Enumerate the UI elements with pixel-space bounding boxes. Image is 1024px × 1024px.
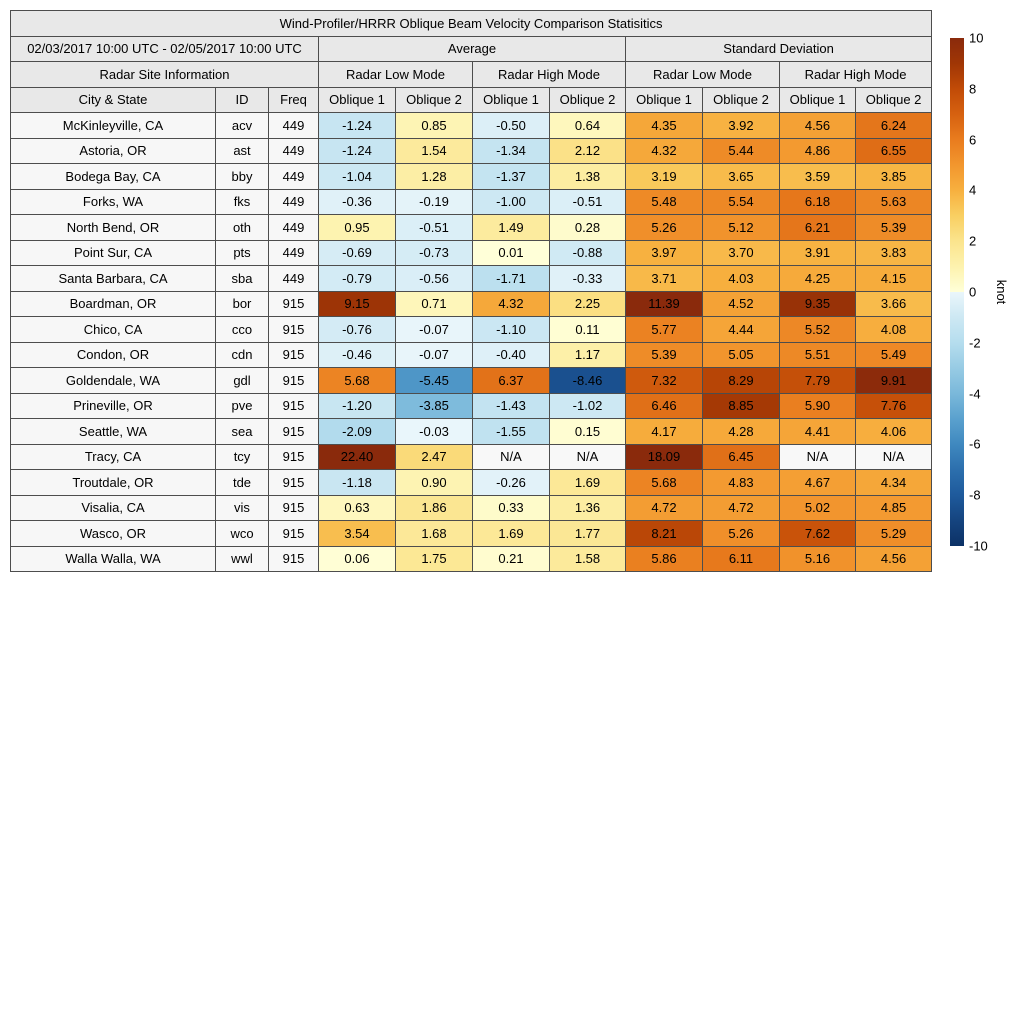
colorbar-unit-label: knot <box>994 279 1009 305</box>
value-cell: 0.06 <box>319 546 396 572</box>
value-cell: 4.17 <box>626 419 703 445</box>
value-cell: 6.37 <box>473 368 550 394</box>
stats-table <box>10 10 932 572</box>
value-cell: -0.36 <box>319 189 396 215</box>
colorbar-tick-label: -4 <box>969 386 981 402</box>
value-cell: N/A <box>550 444 626 470</box>
value-cell: -0.51 <box>550 189 626 215</box>
value-cell: 5.48 <box>626 189 703 215</box>
value-cell: 0.28 <box>550 215 626 241</box>
value-cell: 4.35 <box>626 113 703 139</box>
col-header-oblique2: Oblique 2 <box>856 87 932 113</box>
value-cell: 3.92 <box>703 113 780 139</box>
city-cell: Bodega Bay, CA <box>11 164 216 190</box>
value-cell: 4.86 <box>780 138 856 164</box>
value-cell: 1.69 <box>550 470 626 496</box>
city-cell: Tracy, CA <box>11 444 216 470</box>
value-cell: -1.18 <box>319 470 396 496</box>
date-range: 02/03/2017 10:00 UTC - 02/05/2017 10:00 UTC <box>11 36 319 62</box>
site-id-cell: bby <box>216 164 269 190</box>
group-header-row <box>11 36 932 62</box>
site-id-cell: tde <box>216 470 269 496</box>
std-low-mode-header: Radar Low Mode <box>626 62 780 88</box>
value-cell: 3.19 <box>626 164 703 190</box>
site-id-cell: oth <box>216 215 269 241</box>
avg-low-mode-header: Radar Low Mode <box>319 62 473 88</box>
value-cell: -0.56 <box>396 266 473 292</box>
freq-cell: 449 <box>269 215 319 241</box>
site-id-cell: cco <box>216 317 269 343</box>
value-cell: 6.21 <box>780 215 856 241</box>
value-cell: -0.79 <box>319 266 396 292</box>
value-cell: 0.01 <box>473 240 550 266</box>
value-cell: 5.44 <box>703 138 780 164</box>
value-cell: 6.45 <box>703 444 780 470</box>
value-cell: 4.06 <box>856 419 932 445</box>
value-cell: 0.11 <box>550 317 626 343</box>
value-cell: 2.25 <box>550 291 626 317</box>
value-cell: -1.43 <box>473 393 550 419</box>
value-cell: 5.68 <box>319 368 396 394</box>
value-cell: -1.10 <box>473 317 550 343</box>
value-cell: 3.71 <box>626 266 703 292</box>
value-cell: 1.77 <box>550 521 626 547</box>
value-cell: 18.09 <box>626 444 703 470</box>
colorbar-tick-label: -8 <box>969 487 981 503</box>
value-cell: 1.69 <box>473 521 550 547</box>
value-cell: 4.67 <box>780 470 856 496</box>
value-cell: 7.32 <box>626 368 703 394</box>
table-row <box>11 444 932 470</box>
value-cell: 4.72 <box>626 495 703 521</box>
table-row <box>11 342 932 368</box>
value-cell: 5.54 <box>703 189 780 215</box>
table-row <box>11 240 932 266</box>
value-cell: -0.88 <box>550 240 626 266</box>
value-cell: 4.85 <box>856 495 932 521</box>
table-row <box>11 521 932 547</box>
col-header-oblique2: Oblique 2 <box>703 87 780 113</box>
freq-cell: 915 <box>269 419 319 445</box>
value-cell: 5.52 <box>780 317 856 343</box>
table-row <box>11 164 932 190</box>
value-cell: 4.72 <box>703 495 780 521</box>
city-cell: Chico, CA <box>11 317 216 343</box>
site-id-cell: sea <box>216 419 269 445</box>
value-cell: 4.28 <box>703 419 780 445</box>
value-cell: 5.49 <box>856 342 932 368</box>
site-id-cell: pts <box>216 240 269 266</box>
city-cell: McKinleyville, CA <box>11 113 216 139</box>
value-cell: 5.51 <box>780 342 856 368</box>
table-row <box>11 419 932 445</box>
value-cell: 6.55 <box>856 138 932 164</box>
value-cell: 6.18 <box>780 189 856 215</box>
col-header-oblique1: Oblique 1 <box>473 87 550 113</box>
value-cell: 4.44 <box>703 317 780 343</box>
value-cell: -0.73 <box>396 240 473 266</box>
colorbar-tick-label: -6 <box>969 436 981 452</box>
site-id-cell: cdn <box>216 342 269 368</box>
freq-cell: 449 <box>269 266 319 292</box>
city-cell: Goldendale, WA <box>11 368 216 394</box>
col-header-oblique1: Oblique 1 <box>319 87 396 113</box>
site-id-cell: gdl <box>216 368 269 394</box>
value-cell: -1.55 <box>473 419 550 445</box>
value-cell: 5.26 <box>626 215 703 241</box>
site-id-cell: tcy <box>216 444 269 470</box>
colorbar-tick-label: -10 <box>969 538 988 554</box>
freq-cell: 915 <box>269 546 319 572</box>
value-cell: 1.54 <box>396 138 473 164</box>
freq-cell: 449 <box>269 240 319 266</box>
value-cell: 4.52 <box>703 291 780 317</box>
table-row <box>11 291 932 317</box>
col-header-id: ID <box>216 87 269 113</box>
table-row <box>11 138 932 164</box>
table-row <box>11 495 932 521</box>
site-id-cell: acv <box>216 113 269 139</box>
city-cell: Astoria, OR <box>11 138 216 164</box>
value-cell: 1.38 <box>550 164 626 190</box>
value-cell: 1.75 <box>396 546 473 572</box>
city-cell: Wasco, OR <box>11 521 216 547</box>
site-id-cell: sba <box>216 266 269 292</box>
site-id-cell: fks <box>216 189 269 215</box>
city-cell: Seattle, WA <box>11 419 216 445</box>
value-cell: -0.76 <box>319 317 396 343</box>
value-cell: -8.46 <box>550 368 626 394</box>
value-cell: 4.15 <box>856 266 932 292</box>
value-cell: -0.46 <box>319 342 396 368</box>
value-cell: N/A <box>473 444 550 470</box>
col-header-oblique1: Oblique 1 <box>626 87 703 113</box>
value-cell: 0.15 <box>550 419 626 445</box>
value-cell: 0.63 <box>319 495 396 521</box>
colorbar-tick-label: 6 <box>969 132 977 148</box>
table-row <box>11 368 932 394</box>
freq-cell: 449 <box>269 164 319 190</box>
value-cell: 7.79 <box>780 368 856 394</box>
value-cell: -2.09 <box>319 419 396 445</box>
column-header-row <box>11 87 932 113</box>
value-cell: 3.83 <box>856 240 932 266</box>
value-cell: 0.21 <box>473 546 550 572</box>
value-cell: -0.19 <box>396 189 473 215</box>
value-cell: 7.76 <box>856 393 932 419</box>
value-cell: 6.11 <box>703 546 780 572</box>
value-cell: 4.25 <box>780 266 856 292</box>
value-cell: -5.45 <box>396 368 473 394</box>
value-cell: 7.62 <box>780 521 856 547</box>
value-cell: 3.66 <box>856 291 932 317</box>
value-cell: 5.77 <box>626 317 703 343</box>
value-cell: -0.07 <box>396 317 473 343</box>
city-cell: Prineville, OR <box>11 393 216 419</box>
freq-cell: 915 <box>269 470 319 496</box>
value-cell: N/A <box>856 444 932 470</box>
value-cell: 8.21 <box>626 521 703 547</box>
city-cell: Santa Barbara, CA <box>11 266 216 292</box>
value-cell: 5.29 <box>856 521 932 547</box>
value-cell: 9.15 <box>319 291 396 317</box>
value-cell: N/A <box>780 444 856 470</box>
colorbar-gradient <box>950 38 964 546</box>
value-cell: -0.26 <box>473 470 550 496</box>
city-cell: Visalia, CA <box>11 495 216 521</box>
city-cell: Condon, OR <box>11 342 216 368</box>
city-cell: Boardman, OR <box>11 291 216 317</box>
value-cell: -1.02 <box>550 393 626 419</box>
value-cell: 5.86 <box>626 546 703 572</box>
value-cell: 5.39 <box>626 342 703 368</box>
value-cell: 9.35 <box>780 291 856 317</box>
freq-cell: 915 <box>269 495 319 521</box>
value-cell: 1.68 <box>396 521 473 547</box>
colorbar-tick-label: 8 <box>969 81 977 97</box>
value-cell: 8.85 <box>703 393 780 419</box>
city-cell: Forks, WA <box>11 189 216 215</box>
value-cell: 0.95 <box>319 215 396 241</box>
value-cell: 11.39 <box>626 291 703 317</box>
value-cell: 4.03 <box>703 266 780 292</box>
value-cell: 3.85 <box>856 164 932 190</box>
city-cell: Troutdale, OR <box>11 470 216 496</box>
freq-cell: 915 <box>269 342 319 368</box>
value-cell: 3.91 <box>780 240 856 266</box>
value-cell: 8.29 <box>703 368 780 394</box>
value-cell: 4.32 <box>473 291 550 317</box>
value-cell: 1.86 <box>396 495 473 521</box>
site-id-cell: wwl <box>216 546 269 572</box>
freq-cell: 915 <box>269 393 319 419</box>
value-cell: 5.63 <box>856 189 932 215</box>
value-cell: 3.59 <box>780 164 856 190</box>
value-cell: 1.49 <box>473 215 550 241</box>
col-header-freq: Freq <box>269 87 319 113</box>
colorbar-tick-label: 0 <box>969 284 977 300</box>
value-cell: 5.90 <box>780 393 856 419</box>
col-header-oblique1: Oblique 1 <box>780 87 856 113</box>
freq-cell: 915 <box>269 317 319 343</box>
value-cell: 4.32 <box>626 138 703 164</box>
avg-high-mode-header: Radar High Mode <box>473 62 626 88</box>
value-cell: -1.37 <box>473 164 550 190</box>
freq-cell: 915 <box>269 521 319 547</box>
value-cell: 3.65 <box>703 164 780 190</box>
col-header-oblique2: Oblique 2 <box>396 87 473 113</box>
value-cell: -0.51 <box>396 215 473 241</box>
site-id-cell: wco <box>216 521 269 547</box>
value-cell: 4.56 <box>780 113 856 139</box>
value-cell: 6.24 <box>856 113 932 139</box>
freq-cell: 915 <box>269 368 319 394</box>
value-cell: 2.12 <box>550 138 626 164</box>
value-cell: -1.04 <box>319 164 396 190</box>
value-cell: 0.33 <box>473 495 550 521</box>
freq-cell: 449 <box>269 189 319 215</box>
value-cell: -0.50 <box>473 113 550 139</box>
value-cell: 4.83 <box>703 470 780 496</box>
value-cell: 1.17 <box>550 342 626 368</box>
value-cell: 5.39 <box>856 215 932 241</box>
table-row <box>11 113 932 139</box>
colorbar-tick-label: -2 <box>969 335 981 351</box>
site-id-cell: pve <box>216 393 269 419</box>
value-cell: 6.46 <box>626 393 703 419</box>
site-id-cell: vis <box>216 495 269 521</box>
table-row <box>11 266 932 292</box>
value-cell: -1.71 <box>473 266 550 292</box>
value-cell: 3.70 <box>703 240 780 266</box>
site-info-header: Radar Site Information <box>11 62 319 88</box>
value-cell: 1.28 <box>396 164 473 190</box>
value-cell: 0.71 <box>396 291 473 317</box>
value-cell: 22.40 <box>319 444 396 470</box>
value-cell: 0.90 <box>396 470 473 496</box>
stddev-group-header: Standard Deviation <box>626 36 932 62</box>
city-cell: Point Sur, CA <box>11 240 216 266</box>
value-cell: 5.68 <box>626 470 703 496</box>
value-cell: 5.26 <box>703 521 780 547</box>
value-cell: 1.36 <box>550 495 626 521</box>
city-cell: North Bend, OR <box>11 215 216 241</box>
value-cell: 5.12 <box>703 215 780 241</box>
value-cell: 1.58 <box>550 546 626 572</box>
colorbar-tick-label: 2 <box>969 233 977 249</box>
value-cell: -1.20 <box>319 393 396 419</box>
value-cell: 5.05 <box>703 342 780 368</box>
table-row <box>11 393 932 419</box>
freq-cell: 915 <box>269 444 319 470</box>
value-cell: 5.02 <box>780 495 856 521</box>
freq-cell: 915 <box>269 291 319 317</box>
value-cell: 3.97 <box>626 240 703 266</box>
table-row <box>11 189 932 215</box>
value-cell: 0.85 <box>396 113 473 139</box>
table-row <box>11 317 932 343</box>
table-row <box>11 470 932 496</box>
value-cell: 0.64 <box>550 113 626 139</box>
table-row <box>11 215 932 241</box>
value-cell: 4.41 <box>780 419 856 445</box>
value-cell: -1.24 <box>319 113 396 139</box>
title-row <box>11 11 932 37</box>
value-cell: 9.91 <box>856 368 932 394</box>
average-group-header: Average <box>319 36 626 62</box>
value-cell: -0.69 <box>319 240 396 266</box>
value-cell: -1.34 <box>473 138 550 164</box>
site-id-cell: ast <box>216 138 269 164</box>
value-cell: 3.54 <box>319 521 396 547</box>
col-header-oblique2: Oblique 2 <box>550 87 626 113</box>
freq-cell: 449 <box>269 113 319 139</box>
value-cell: 4.56 <box>856 546 932 572</box>
city-cell: Walla Walla, WA <box>11 546 216 572</box>
value-cell: -0.07 <box>396 342 473 368</box>
value-cell: -0.03 <box>396 419 473 445</box>
table-body <box>11 113 932 572</box>
value-cell: -0.33 <box>550 266 626 292</box>
std-high-mode-header: Radar High Mode <box>780 62 932 88</box>
freq-cell: 449 <box>269 138 319 164</box>
value-cell: -0.40 <box>473 342 550 368</box>
table-row <box>11 546 932 572</box>
value-cell: 4.34 <box>856 470 932 496</box>
value-cell: 4.08 <box>856 317 932 343</box>
site-id-cell: bor <box>216 291 269 317</box>
value-cell: -1.00 <box>473 189 550 215</box>
section-header-row <box>11 62 932 88</box>
value-cell: 5.16 <box>780 546 856 572</box>
value-cell: -1.24 <box>319 138 396 164</box>
colorbar-tick-label: 4 <box>969 182 977 198</box>
value-cell: 2.47 <box>396 444 473 470</box>
value-cell: -3.85 <box>396 393 473 419</box>
col-header-city: City & State <box>11 87 216 113</box>
colorbar-tick-label: 10 <box>969 30 984 46</box>
table-title: Wind-Profiler/HRRR Oblique Beam Velocity Comparison Statisitics <box>11 11 932 37</box>
